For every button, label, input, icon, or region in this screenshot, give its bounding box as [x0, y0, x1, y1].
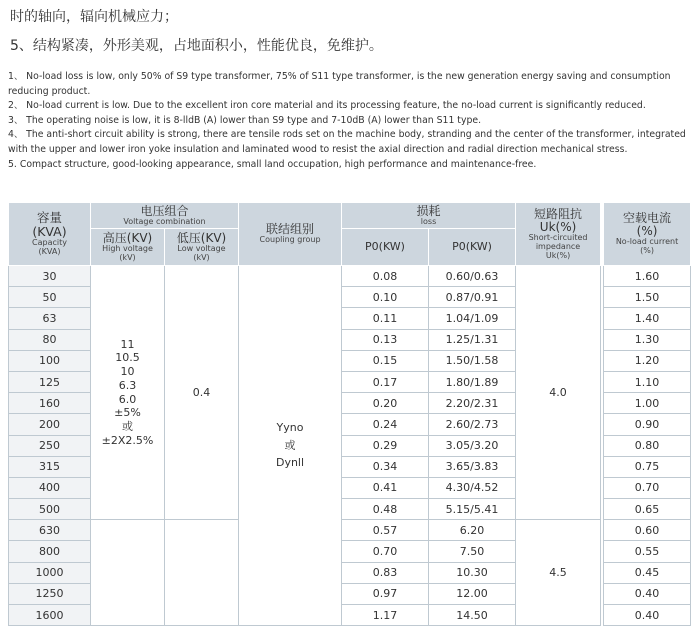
transformer-spec-table [8, 202, 691, 626]
p0-cell: 0.08 [342, 266, 429, 287]
no-load-current-cell: 1.30 [604, 329, 691, 350]
no-load-current-cell: 0.40 [604, 605, 691, 626]
no-load-current-cell: 0.65 [604, 499, 691, 520]
pk-cell: 6.20 [429, 520, 516, 541]
no-load-current-cell: 1.50 [604, 287, 691, 308]
coupling-group-header: 联结组别 Coupling group [239, 203, 342, 266]
pk-cell: 1.25/1.31 [429, 329, 516, 350]
no-load-current-cell: 0.80 [604, 435, 691, 456]
high-voltage-blank [91, 520, 165, 626]
pk-cell: 1.50/1.58 [429, 350, 516, 371]
pk-cell: 0.87/0.91 [429, 287, 516, 308]
no-load-current-header: 空载电流 (%) No-load current (%) [604, 203, 691, 266]
no-load-current-cell: 0.45 [604, 562, 691, 583]
p0-cell: 0.29 [342, 435, 429, 456]
capacity-header: 容量 (KVA) Capacity (KVA) [9, 203, 91, 266]
low-voltage-header: 低压(KV) Low voltage (kV) [165, 229, 239, 266]
pk-cell: 4.30/4.52 [429, 477, 516, 498]
low-voltage-blank [165, 520, 239, 626]
p0-cell: 0.48 [342, 499, 429, 520]
capacity-cell: 630 [9, 520, 91, 541]
pk-cell: 1.80/1.89 [429, 371, 516, 392]
p0-cell: 0.41 [342, 477, 429, 498]
p0-cell: 0.11 [342, 308, 429, 329]
impedance-group-2: 4.5 [516, 520, 601, 626]
loss-header: 损耗 loss [342, 203, 516, 229]
intro-en-point-3: 3、 The operating noise is low, it is 8-lldB (A) lower than S9 type and 7-10dB (A) lower than S11 type. [8, 114, 482, 126]
p0-header-a: P0(KW) [342, 229, 429, 266]
capacity-cell: 200 [9, 414, 91, 435]
capacity-cell: 30 [9, 266, 91, 287]
high-voltage-header: 高压(KV) High voltage (kV) [91, 229, 165, 266]
p0-cell: 0.83 [342, 562, 429, 583]
no-load-current-cell: 0.40 [604, 583, 691, 604]
p0-cell: 0.34 [342, 456, 429, 477]
pk-cell: 3.65/3.83 [429, 456, 516, 477]
capacity-cell: 50 [9, 287, 91, 308]
capacity-cell: 125 [9, 371, 91, 392]
p0-cell: 0.10 [342, 287, 429, 308]
pk-cell: 7.50 [429, 541, 516, 562]
p0-cell: 0.17 [342, 371, 429, 392]
intro-en-block [8, 70, 690, 172]
table-row [9, 266, 691, 287]
intro-en-point-2: 2、 No-load current is low. Due to the excellent iron core material and its processing feature, the no-load current is significantly reduced. [8, 100, 646, 112]
no-load-current-cell: 0.60 [604, 520, 691, 541]
no-load-current-cell: 1.00 [604, 393, 691, 414]
intro-en-point-4: 4、 The anti-short circuit ability is strong, there are tensile rods set on the machine body, stranding and the center of the transformer, integrated with the upper and lower iron yoke insulation and laminated wood to resist the axial direction and radial direction mechanical stress. [8, 129, 686, 155]
capacity-cell: 315 [9, 456, 91, 477]
no-load-current-cell: 0.75 [604, 456, 691, 477]
no-load-current-cell: 1.20 [604, 350, 691, 371]
voltage-combination-header: 电压组合 Voltage combination [91, 203, 239, 229]
low-voltage-value: 0.4 [165, 266, 239, 520]
p0-cell: 1.17 [342, 605, 429, 626]
p0-header-b: P0(KW) [429, 229, 516, 266]
p0-cell: 0.70 [342, 541, 429, 562]
capacity-cell: 80 [9, 329, 91, 350]
p0-cell: 0.15 [342, 350, 429, 371]
pk-cell: 2.60/2.73 [429, 414, 516, 435]
no-load-current-cell: 0.90 [604, 414, 691, 435]
pk-cell: 0.60/0.63 [429, 266, 516, 287]
no-load-current-cell: 1.10 [604, 371, 691, 392]
capacity-cell: 1600 [9, 605, 91, 626]
intro-cn-line-2: 5、结构紧凑，外形美观，占地面积小，性能优良，免维护。 [10, 38, 383, 54]
pk-cell: 12.00 [429, 583, 516, 604]
p0-cell: 0.57 [342, 520, 429, 541]
capacity-cell: 1000 [9, 562, 91, 583]
capacity-cell: 100 [9, 350, 91, 371]
pk-cell: 5.15/5.41 [429, 499, 516, 520]
pk-cell: 3.05/3.20 [429, 435, 516, 456]
p0-cell: 0.13 [342, 329, 429, 350]
no-load-current-cell: 0.70 [604, 477, 691, 498]
capacity-cell: 500 [9, 499, 91, 520]
capacity-cell: 63 [9, 308, 91, 329]
no-load-current-cell: 0.55 [604, 541, 691, 562]
pk-cell: 2.20/2.31 [429, 393, 516, 414]
impedance-header: 短路阻抗 Uk(%) Short-circuited impedance Uk(%) [516, 203, 601, 266]
intro-cn-line-1: 时的轴向，辐向机械应力； [10, 9, 178, 25]
coupling-group-values: Yyno 或 Dynll [239, 266, 342, 626]
p0-cell: 0.20 [342, 393, 429, 414]
intro-en-point-1: 1、 No-load loss is low, only 50% of S9 type transformer, 75% of S11 type transformer, is the new generation energy saving and consumption reducing product. [8, 71, 671, 97]
pk-cell: 10.30 [429, 562, 516, 583]
no-load-current-cell: 1.60 [604, 266, 691, 287]
p0-cell: 0.97 [342, 583, 429, 604]
capacity-cell: 400 [9, 477, 91, 498]
no-load-current-cell: 1.40 [604, 308, 691, 329]
impedance-group-1: 4.0 [516, 266, 601, 520]
high-voltage-values: 11 10.5 10 6.3 6.0 ±5% 或 ±2X2.5% [91, 266, 165, 520]
intro-en-point-5: 5. Compact structure, good-looking appearance, small land occupation, high performance and maintenance-free. [8, 158, 537, 170]
capacity-cell: 1250 [9, 583, 91, 604]
capacity-cell: 160 [9, 393, 91, 414]
capacity-cell: 250 [9, 435, 91, 456]
capacity-cell: 800 [9, 541, 91, 562]
table-row [9, 520, 691, 541]
pk-cell: 1.04/1.09 [429, 308, 516, 329]
p0-cell: 0.24 [342, 414, 429, 435]
pk-cell: 14.50 [429, 605, 516, 626]
